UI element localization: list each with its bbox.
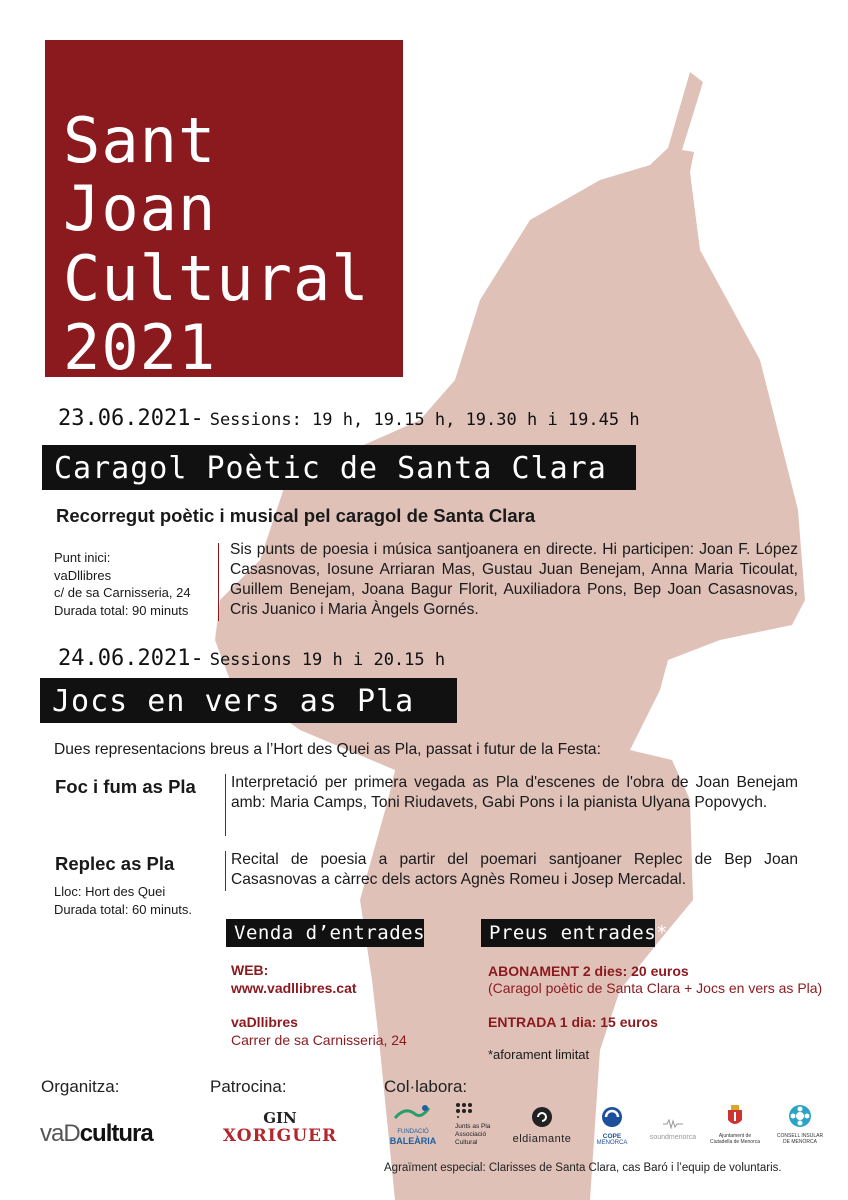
eldiamante-logo bbox=[507, 1106, 577, 1145]
event2-date: 24.06.2021- bbox=[58, 646, 204, 671]
ticket-sale-bar: Venda d’entrades bbox=[226, 919, 424, 947]
ticket-shop-address: Carrer de sa Carnisseria, 24 bbox=[231, 1032, 407, 1048]
title-line-1: Sant bbox=[63, 104, 217, 177]
event1-sessions: Sessions: 19 h, 19.15 h, 19.30 h i 19.45 h bbox=[209, 410, 640, 430]
event1-info-line: Punt inici: bbox=[54, 550, 111, 565]
junts-as-pla-logo bbox=[455, 1102, 507, 1147]
eldiamante-text: eldiamante bbox=[512, 1133, 572, 1145]
event1-info bbox=[54, 549, 219, 619]
consell-bottom: DE MENORCA bbox=[783, 1139, 817, 1145]
ticket-price-1: ABONAMENT 2 dies: 20 euros bbox=[488, 963, 689, 979]
event1-description: Sis punts de poesia i música santjoanera en directe. Hi participen: Joan F. López Casasnovas, Iosune Arriaran Mas, Gustau Juan Benejam, Anna Maria Ticoulat, Guillem Benejam, Joana Bagur Florit, Auxiliadora Pons, Bep Joan Casasnovas, Cris Juanico i Maria Àngels Gornés. bbox=[230, 541, 798, 618]
ticket-shop-name: vaDllibres bbox=[231, 1014, 298, 1030]
event1-divider bbox=[218, 543, 220, 621]
cope-top: COPE bbox=[602, 1133, 622, 1140]
consell-top: CONSELL INSULAR bbox=[776, 1133, 824, 1139]
event1-title-bar: Caragol Poètic de Santa Clara bbox=[42, 445, 636, 490]
cope-bottom: MENORCA bbox=[596, 1140, 628, 1146]
ticket-prices-bar: Preus entrades* bbox=[481, 919, 655, 947]
event2-part2-info-line: Durada total: 60 minuts. bbox=[54, 901, 193, 917]
title-block bbox=[45, 40, 403, 384]
ticket-web-url[interactable]: www.vadllibres.cat bbox=[231, 980, 357, 996]
ajuntament-bottom: Ciutadella de Menorca bbox=[709, 1139, 761, 1145]
event1-subtitle: Recorregut poètic i musical pel caragol de Santa Clara bbox=[56, 505, 536, 526]
event2-part2-title: Replec as Pla bbox=[55, 853, 175, 874]
vadcultura-logo bbox=[40, 1120, 153, 1148]
title-line-2: Joan bbox=[63, 172, 217, 245]
gin-xoriguer-logo bbox=[210, 1110, 350, 1146]
soundmenorca-text: soundmenorca bbox=[649, 1134, 697, 1141]
event2-title-bar: Jocs en vers as Pla bbox=[40, 678, 457, 723]
vadcultura-logo-a: vaD bbox=[40, 1120, 80, 1147]
ajuntament-top: Ajuntament de bbox=[718, 1133, 752, 1139]
ticket-note: *aforament limitat bbox=[488, 1047, 590, 1062]
organitza-label: Organitza: bbox=[41, 1077, 120, 1096]
cope-icon bbox=[600, 1106, 624, 1128]
junts-bottom: Associació Cultural bbox=[455, 1131, 487, 1146]
event2-part1-text: Interpretació per primera vegada as Pla d'escenes de l'obra de Joan Benejam amb: Maria Camps, Toni Riudavets, Gabi Pons i la pianista Ulyana Popovych. bbox=[231, 774, 798, 811]
coat-of-arms-icon bbox=[726, 1104, 744, 1128]
soundmenorca-logo bbox=[648, 1116, 698, 1141]
event2-intro: Dues representacions breus a l’Hort des Quei as Pla, passat i futur de la Festa: bbox=[54, 741, 601, 758]
vadcultura-logo-b: cultura bbox=[79, 1120, 153, 1147]
ticket-price-1-note: (Caragol poètic de Santa Clara + Jocs en vers as Pla) bbox=[488, 980, 823, 996]
junts-top: Junts as Pla bbox=[455, 1123, 491, 1130]
sound-wave-icon bbox=[662, 1119, 684, 1129]
patrocina-label: Patrocina: bbox=[210, 1077, 287, 1096]
balearia-bottom: BALEÀRIA bbox=[389, 1136, 437, 1146]
cope-menorca-logo bbox=[590, 1106, 634, 1147]
ajuntament-ciutadella-logo bbox=[705, 1104, 765, 1145]
event2-part2-info-line: Lloc: Hort des Quei bbox=[54, 884, 166, 899]
event2-part1-divider bbox=[225, 774, 227, 836]
event2-date-line bbox=[58, 646, 445, 671]
ticket-price-2: ENTRADA 1 dia: 15 euros bbox=[488, 1014, 658, 1030]
collabora-label: Col·labora: bbox=[384, 1077, 468, 1096]
event2-sessions: Sessions 19 h i 20.15 h bbox=[209, 650, 446, 670]
event2-part1-title: Foc i fum as Pla bbox=[55, 776, 196, 797]
event1-info-line: vaDllibres bbox=[54, 567, 112, 583]
eldiamante-circle-icon bbox=[531, 1106, 553, 1128]
event2-part2-info bbox=[54, 883, 224, 918]
event2-part2-divider bbox=[225, 851, 227, 891]
event2-part2-text: Recital de poesia a partir del poemari santjoaner Replec de Bep Joan Casasnovas a càrrec dels actors Agnès Romeu i Josep Mercadal. bbox=[231, 851, 798, 888]
event1-date: 23.06.2021- bbox=[58, 406, 204, 431]
event1-date-line bbox=[58, 406, 640, 431]
event1-info-line: c/ de sa Carnisseria, 24 bbox=[54, 585, 191, 600]
title-line-3: Cultural bbox=[63, 242, 370, 315]
junts-dots-icon bbox=[455, 1102, 481, 1118]
balearia-wave-icon bbox=[393, 1102, 433, 1124]
balearia-top: FUNDACIÓ bbox=[397, 1129, 429, 1135]
consell-flower-icon bbox=[788, 1104, 812, 1128]
event1-info-line: Durada total: 90 minuts bbox=[54, 602, 189, 618]
gin-xoriguer-bottom: XORIGUER bbox=[222, 1126, 338, 1146]
ticket-web-label: WEB: bbox=[231, 962, 269, 978]
consell-insular-logo bbox=[770, 1104, 830, 1145]
gin-xoriguer-top: GIN bbox=[263, 1109, 297, 1127]
special-thanks: Agraïment especial: Clarisses de Santa Clara, cas Baró i l’equip de voluntaris. bbox=[384, 1162, 782, 1174]
title-line-4: 2021 bbox=[63, 311, 217, 384]
balearia-logo bbox=[386, 1102, 440, 1146]
